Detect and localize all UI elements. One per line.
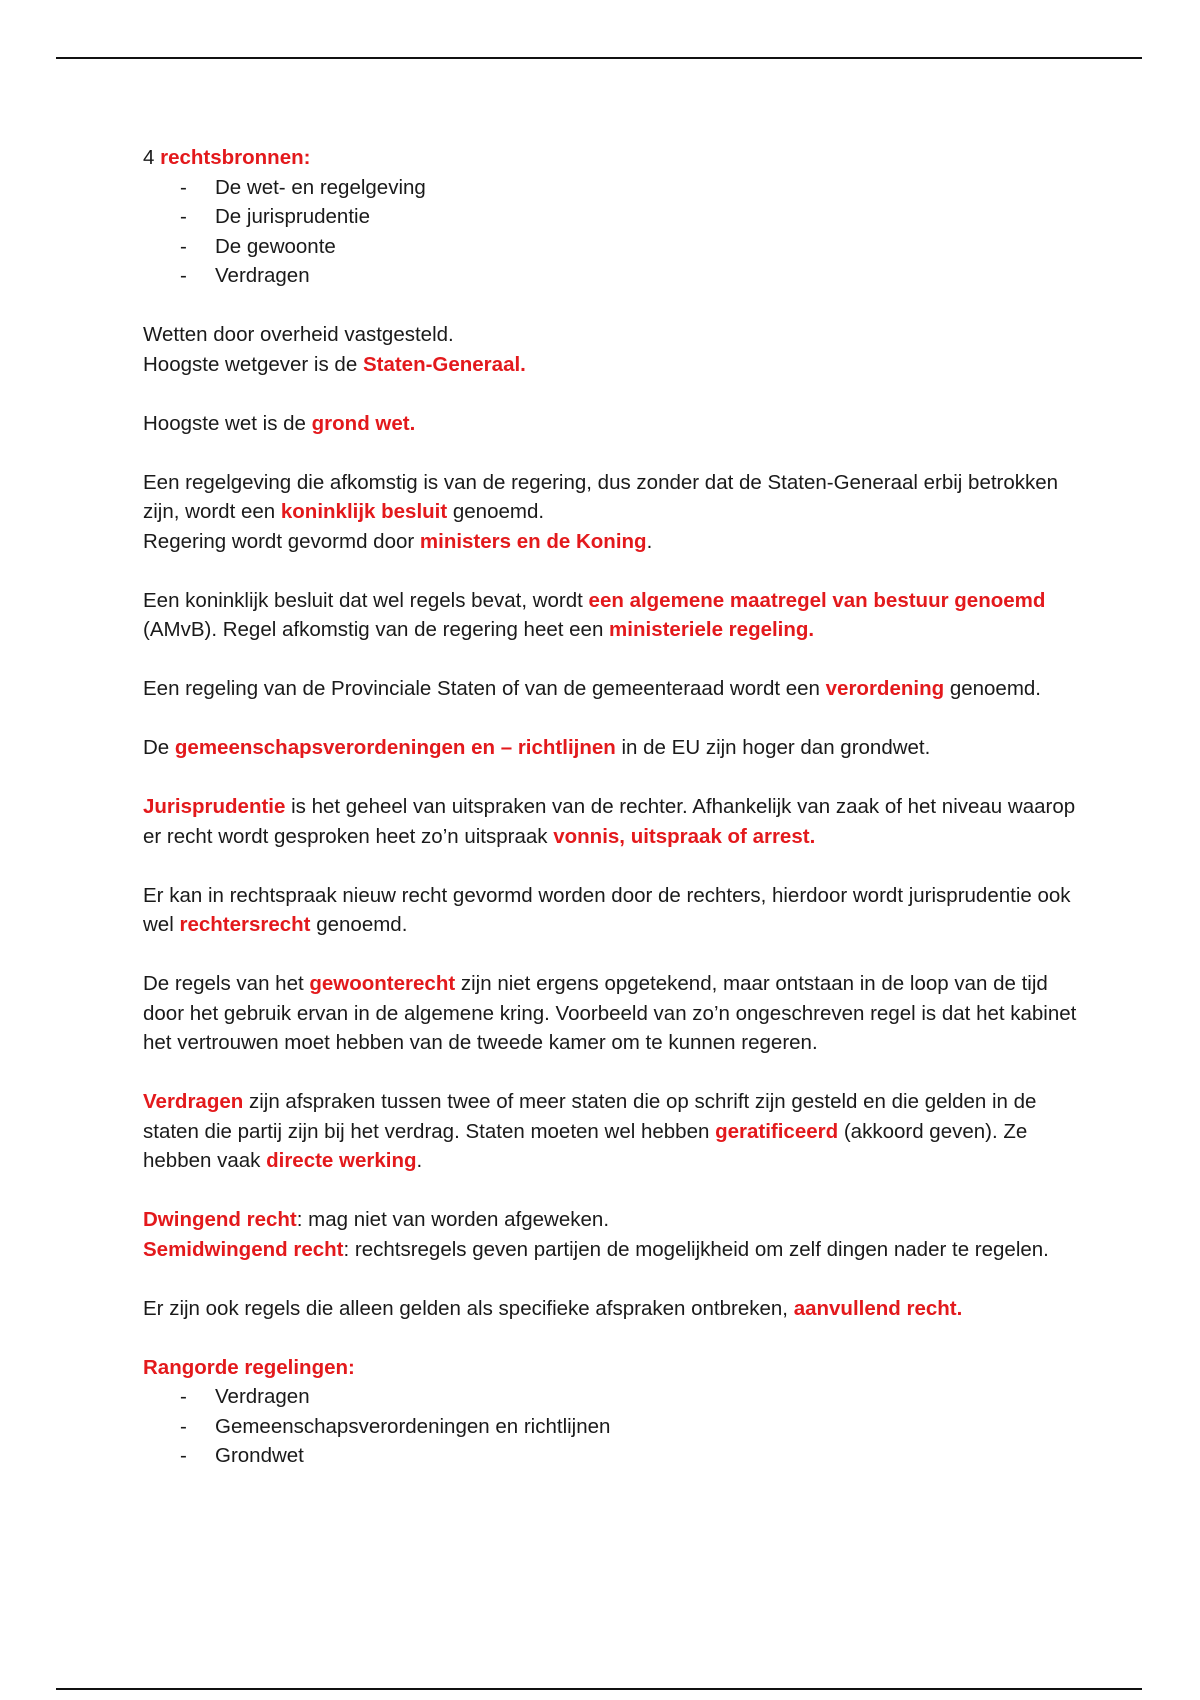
paragraph-treaties: Verdragen zijn afspraken tussen twee of meer staten die op schrift zijn gesteld en die gelden in de staten die partij zijn bij het verdrag. Staten moeten wel hebben geratificeerd (akkoord geven). Ze hebben vaak directe werking. bbox=[143, 1090, 1037, 1172]
list-item: - Grondwet bbox=[143, 1441, 1083, 1471]
ranking-list bbox=[143, 1382, 1083, 1471]
list-item: - Verdragen bbox=[143, 1382, 1083, 1412]
list-item: - De jurisprudentie bbox=[143, 202, 1083, 232]
paragraph-eu: De gemeenschapsverordeningen en – richtlijnen in de EU zijn hoger dan grondwet. bbox=[143, 736, 931, 759]
paragraph-amvb: Een koninklijk besluit dat wel regels bevat, wordt een algemene maatregel van bestuur genoemd (AMvB). Regel afkomstig van de regering heet een ministeriele regeling. bbox=[143, 588, 1046, 641]
paragraph-lawmaker: Wetten door overheid vastgesteld. Hoogste wetgever is de Staten-Generaal. bbox=[143, 323, 526, 376]
paragraph-judge-law: Er kan in rechtspraak nieuw recht gevormd worden door de rechters, hierdoor wordt jurisprudentie ook wel rechtersrecht genoemd. bbox=[143, 883, 1071, 936]
list-item: - Verdragen bbox=[143, 261, 1083, 291]
document-body bbox=[143, 143, 1083, 1500]
ranking-heading: Rangorde regelingen: bbox=[143, 1355, 355, 1379]
sources-title: rechtsbronnen: bbox=[160, 146, 311, 169]
list-item: - Gemeenschapsverordeningen en richtlijnen bbox=[143, 1412, 1083, 1442]
paragraph-verordening: Een regeling van de Provinciale Staten of van de gemeenteraad wordt een verordening genoemd. bbox=[143, 677, 1041, 700]
list-item: - De gewoonte bbox=[143, 232, 1083, 262]
sources-list bbox=[143, 173, 1083, 291]
sources-heading: 4 rechtsbronnen: bbox=[143, 146, 311, 169]
list-item: - De wet- en regelgeving bbox=[143, 173, 1083, 203]
paragraph-jurisprudence: Jurisprudentie is het geheel van uitspraken van de rechter. Afhankelijk van zaak of het niveau waarop er recht wordt gesproken heet zo’n uitspraak vonnis, uitspraak of arrest. bbox=[143, 795, 1076, 848]
paragraph-highest-law: Hoogste wet is de grond wet. bbox=[143, 411, 416, 435]
paragraph-royal-decree: Een regelgeving die afkomstig is van de regering, dus zonder dat de Staten-Generaal erbij betrokken zijn, wordt een koninklijk besluit genoemd. Regering wordt gevormd door ministers en de Koning. bbox=[143, 470, 1059, 553]
paragraph-mandatory-law: Dwingend recht: mag niet van worden afgeweken. Semidwingend recht: rechtsregels geven partijen de mogelijkheid om zelf dingen nader te regelen. bbox=[143, 1208, 1049, 1261]
header-rule bbox=[56, 57, 1142, 59]
paragraph-customary-law: De regels van het gewoonterecht zijn niet ergens opgetekend, maar ontstaan in de loop van de tijd door het gebruik ervan in de algemene kring. Voorbeeld van zo’n ongeschreven regel is dat het kabinet het vertrouwen moet hebben van de tweede kamer om te kunnen regeren. bbox=[143, 972, 1077, 1054]
footer-rule bbox=[56, 1688, 1142, 1690]
paragraph-supplementary-law: Er zijn ook regels die alleen gelden als specifieke afspraken ontbreken, aanvullend recht. bbox=[143, 1296, 963, 1320]
